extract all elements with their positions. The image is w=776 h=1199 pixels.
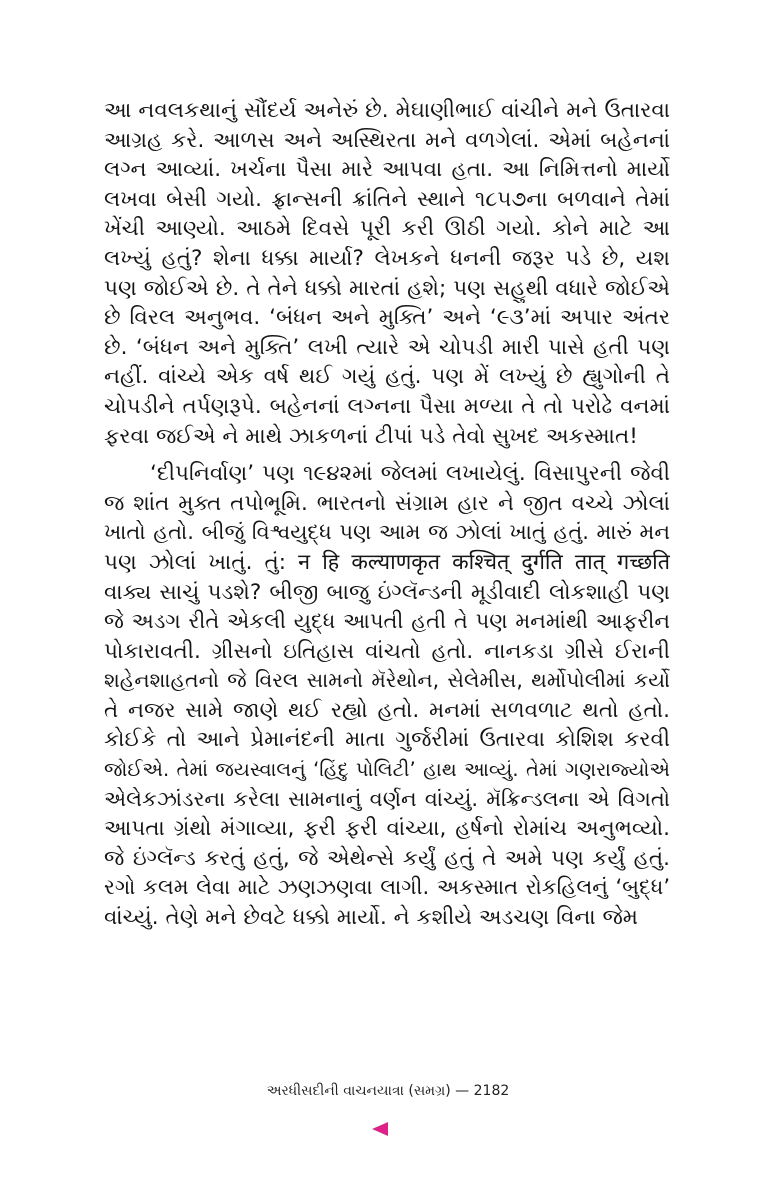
text-line: એલેકઝાંડરના કરેલા સામનાનું વર્ણન વાંચ્યું. મૅક્રિન્ડલના એ વિગતો [104,786,670,811]
text-line: છે. ‘બંધન અને મુક્તિ’ લખી ત્યારે એ ચોપડી મારી પાસે હતી પણ [104,334,670,360]
paragraph-1 [104,96,670,451]
text-line: જે ઇંગ્લૅન્ડ કરતું હતું, જે એથેન્સે કર્યું હતું તે અમે પણ કર્યું હતું. [104,845,670,871]
text-line: લખવા બેસી ગયો. ફ્રાન્સની ક્રાંતિને સ્થાને ૧૮૫૭ના બળવાને તેમાં [104,186,670,212]
page-footer: અરધીસદીની વાચનયાત્રા (સમગ્ર) — 2182 [266,1083,510,1099]
text-line: નહીં. વાંચ્યે એક વર્ષ થઈ ગયું હતું. પણ મેં લખ્યું છે હ્યુગોની તે [104,364,670,390]
text-line: પણ ઝોલાં ખાતું. તું: न हि कल्याणकृत कश्चित् दुर्गति तात् गच्छति [104,549,670,575]
text-line: રગો કલમ લેવા માટે ઝણઝણવા લાગી. અકસ્માત રોકહિલનું ‘બુદ્ધ’ [104,875,670,900]
paragraph-2 [104,459,670,933]
triangle-left-icon[interactable] [372,1122,388,1136]
text-line: લગ્ન આવ્યાં. ખર્ચના પૈસા મારે આપવા હતા. આ નિમિત્તનો માર્યો [104,157,670,183]
text-line: વાક્ય સાચું પડશે? બીજી બાજુ ઇંગ્લૅન્ડની મૂડીવાદી લોકશાહી પણ [104,579,670,605]
paragraph-gap [104,451,670,459]
text-line: જોઈએ. તેમાં જયસ્વાલનું ‘હિંદુ પોલિટી’ હાથ આવ્યું. તેમાં ગણરાજ્યોએ [104,758,670,782]
text-line: પણ જોઈએ છે. તે તેને ધક્કો મારતાં હશે; પણ સહુથી વધારે જોઈએ [104,275,670,301]
text-line: લખ્યું હતું? શેના ધક્કા માર્યા? લેખકને ધનની જરૂર પડે છે, યશ [104,245,670,271]
text-line: ખાતો હતો. બીજું વિશ્વયુદ્ધ પણ આમ જ ઝોલાં ખાતું હતું. મારું મન [104,520,670,545]
text-line: શહેનશાહતનો જે વિરલ સામનો મૅરેથોન, સેલેમીસ, થર્મોપોલીમાં કર્યો [104,668,670,693]
text-line: વાંચ્યું. તેણે મને છેવટે ધક્કો માર્યો. ને કશીયે અડચણ વિના જેમ [104,905,638,931]
text-line: જે અડગ રીતે એકલી યુદ્ધ આપતી હતી તે પણ મનમાંથી આફરીન [104,609,670,634]
text-line: પોકારાવતી. ગ્રીસનો ઇતિહાસ વાંચતો હતો. નાનકડા ગ્રીસે ઈરાની [104,638,670,664]
text-line: ચોપડીને તર્પણરૂપે. બહેનનાં લગ્નના પૈસા મળ્યા તે તો પરોઢે વનમાં [104,393,670,419]
text-line: આ નવલકથાનું સૌંદર્ય અનેરું છે. મેઘાણીભાઈ વાંચીને મને ઉતારવા [104,98,670,123]
text-line: આગ્રહ કરે. આળસ અને અસ્થિરતા મને વળગેલાં. એમાં બહેનનાં [104,127,670,153]
text-line: જ શાંત મુક્ત તપોભૂમિ. ભારતનો સંગ્રામ હાર ને જીત વચ્ચે ઝોલાં [104,490,670,516]
text-line: તે નજર સામે જાણે થઈ રહ્યો હતો. મનમાં સળવળાટ થતો હતો. [104,697,670,723]
text-line: છે વિરલ અનુભવ. ‘બંધન અને મુક્તિ’ અને ‘૯૩’માં અપાર અંતર [104,305,670,331]
text-line-first: ‘દીપનિર્વાણ’ પણ ૧૯૪૨માં જેલમાં લખાયેલું. વિસાપુરની જેવી [150,461,670,487]
text-line: આપતા ગ્રંથો મંગાવ્યા, ફરી ફરી વાંચ્યા, હર્ષનો રોમાંચ અનુભવ્યો. [104,816,670,842]
text-line-last: ફરવા જઈએ ને માથે ઝાકળનાં ટીપાં પડે તેવો સુખદ અકસ્માત! [104,423,638,449]
text-line: ખેંચી આણ્યો. આઠમે દિવસે પૂરી કરી ઊઠી ગયો. કોને માટે આ [104,216,670,242]
text-line: કોઈકે તો આને પ્રેમાનંદની માતા ગુર્જરીમાં ઉતારવા કોશિશ કરવી [104,727,670,753]
page-body [104,96,670,933]
